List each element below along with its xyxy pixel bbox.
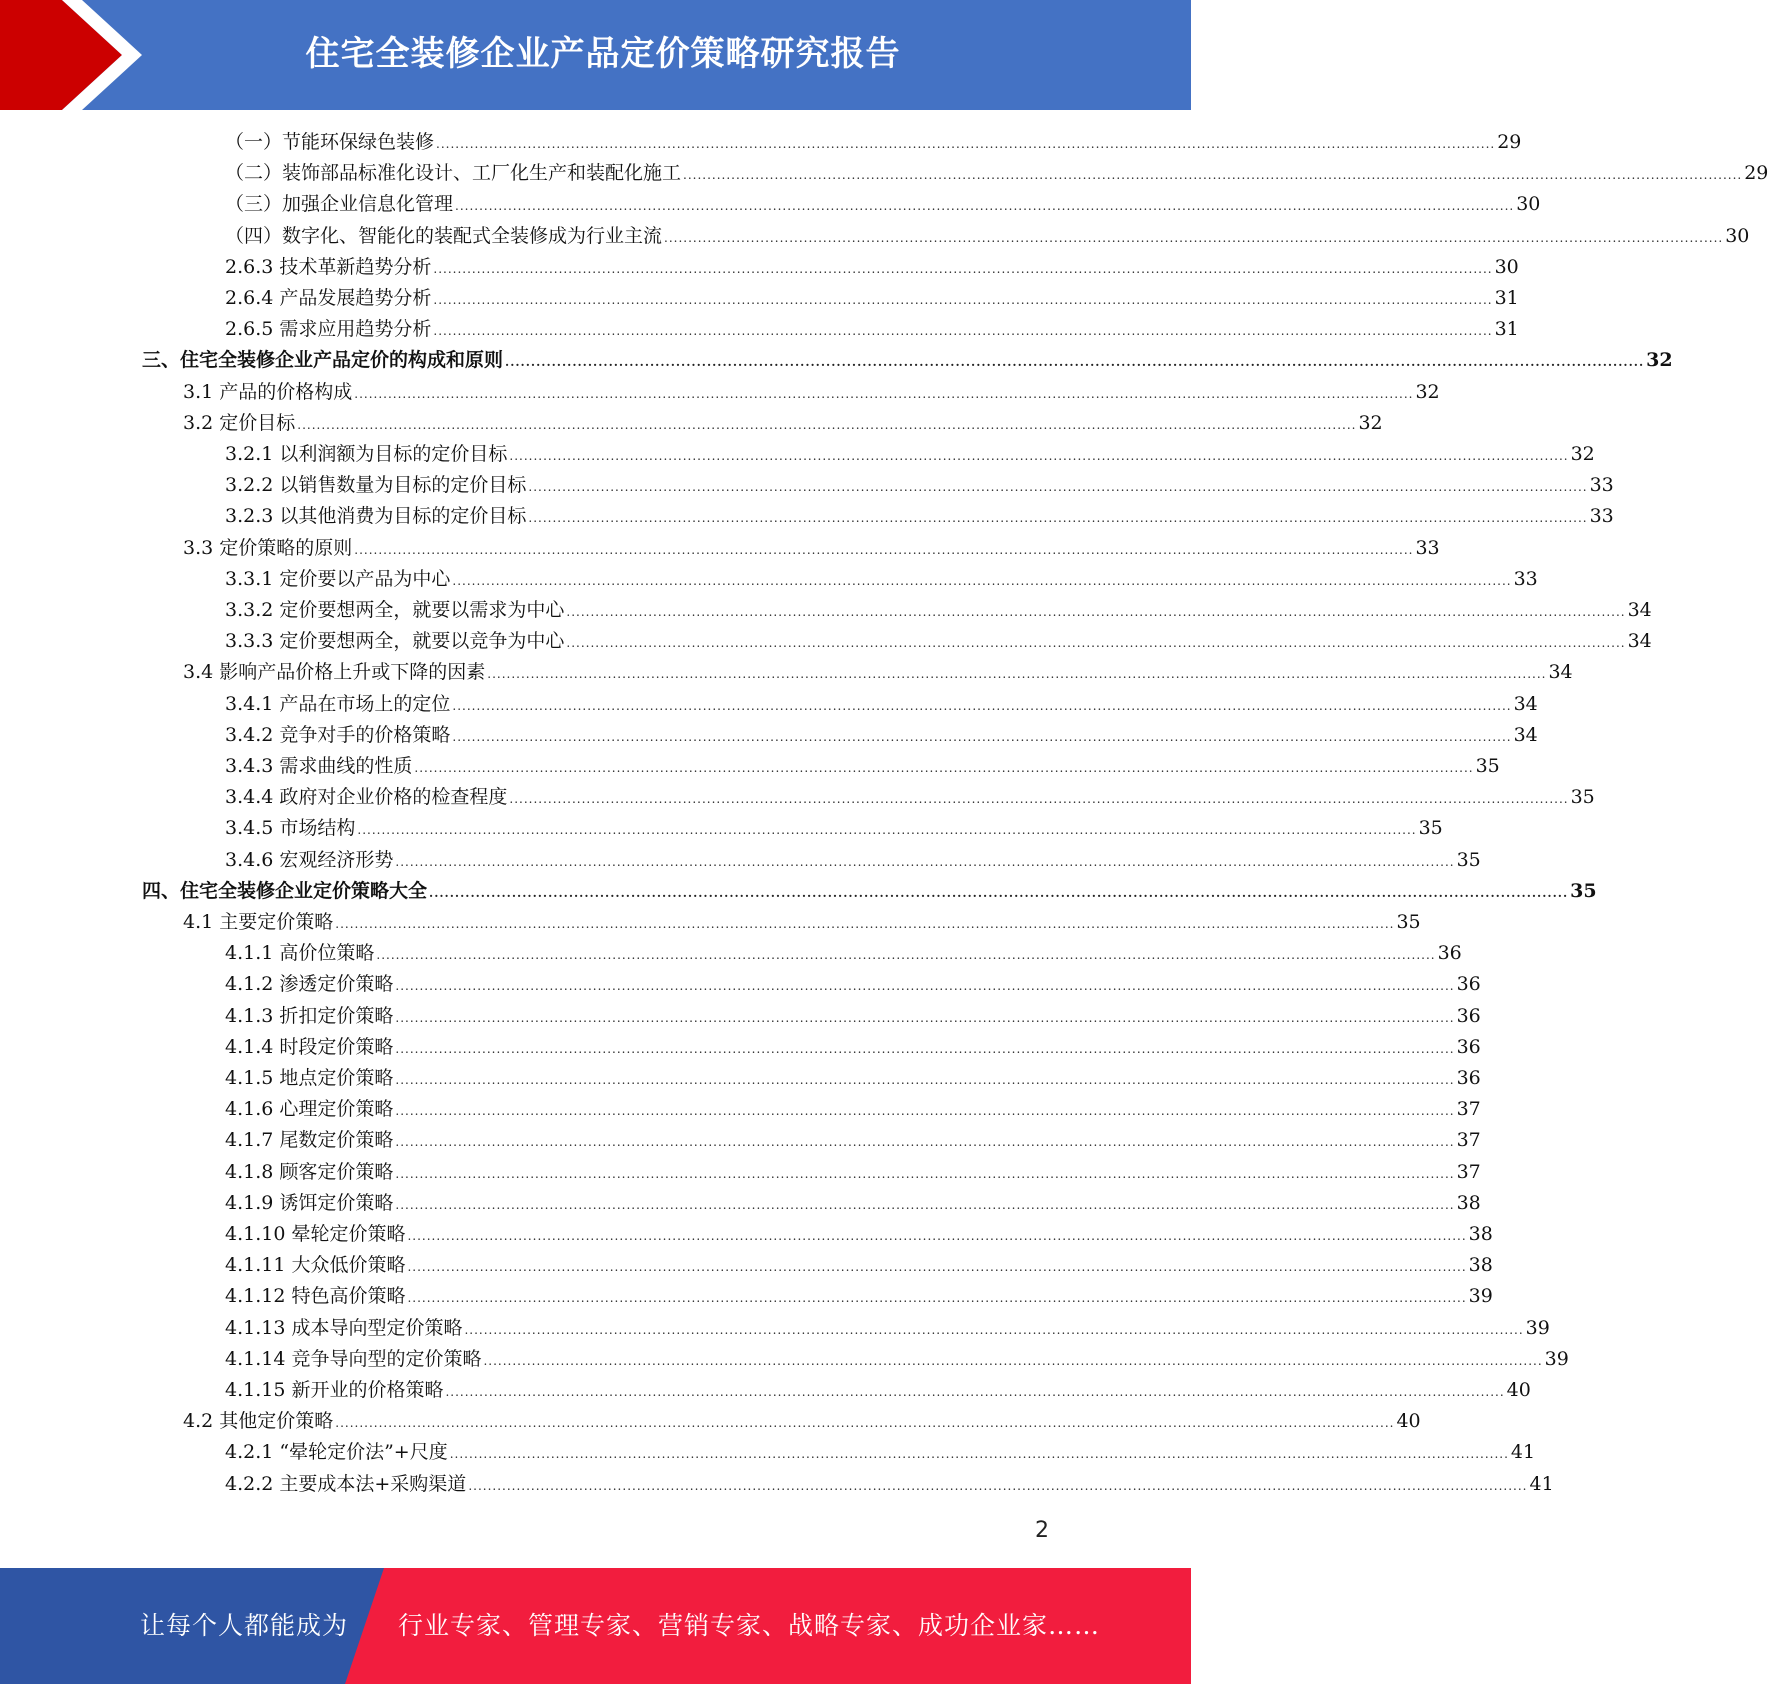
toc-entry[interactable] bbox=[225, 1094, 1481, 1125]
toc-entry[interactable] bbox=[225, 626, 1652, 657]
toc-entry-page: 36 bbox=[1456, 1067, 1481, 1089]
toc-entry-label: 4.1.10 晕轮定价策略 bbox=[225, 1223, 406, 1245]
toc-entry-label: 3.4.6 宏观经济形势 bbox=[225, 849, 394, 871]
toc-entry[interactable] bbox=[225, 1125, 1481, 1156]
toc-entry-label: 3.3.1 定价要以产品为中心 bbox=[225, 568, 451, 590]
toc-entry-page: 36 bbox=[1456, 1036, 1481, 1058]
toc-leader-dots: ............................................................................................................................................................................................................................ bbox=[395, 1073, 1455, 1087]
toc-entry-page: 35 bbox=[1570, 880, 1597, 902]
toc-entry-page: 37 bbox=[1456, 1161, 1481, 1183]
toc-leader-dots: ............................................................................................................................................................................................................................ bbox=[407, 1229, 1467, 1243]
toc-entry[interactable] bbox=[225, 283, 1519, 314]
toc-entry[interactable] bbox=[225, 1375, 1531, 1406]
footer-slogan-right: 行业专家、管理专家、营销专家、战略专家、成功企业家…… bbox=[398, 1611, 1101, 1640]
toc-entry[interactable] bbox=[225, 314, 1519, 345]
toc-entry-page: 38 bbox=[1468, 1223, 1493, 1245]
toc-entry[interactable] bbox=[225, 158, 1768, 189]
toc-leader-dots: ............................................................................................................................................................................................................................ bbox=[395, 1104, 1455, 1118]
toc-entry[interactable] bbox=[225, 689, 1538, 720]
toc-entry-page: 30 bbox=[1725, 225, 1750, 247]
toc-entry-page: 29 bbox=[1744, 162, 1768, 184]
toc-entry[interactable] bbox=[225, 1032, 1481, 1063]
toc-entry-label: 2.6.3 技术革新趋势分析 bbox=[225, 256, 432, 278]
toc-entry-page: 35 bbox=[1570, 786, 1595, 808]
toc-entry[interactable] bbox=[225, 1250, 1493, 1281]
toc-leader-dots: ............................................................................................................................................................................................................................ bbox=[395, 1198, 1455, 1212]
toc-entry-page: 35 bbox=[1396, 911, 1421, 933]
toc-leader-dots: ............................................................................................................................................................................................................................ bbox=[505, 355, 1645, 369]
toc-entry-label: 4.1.5 地点定价策略 bbox=[225, 1067, 394, 1089]
toc-entry[interactable] bbox=[225, 595, 1652, 626]
toc-entry[interactable] bbox=[183, 408, 1383, 439]
toc-entry-label: 4.1.6 心理定价策略 bbox=[225, 1098, 394, 1120]
toc-entry-label: 4.1.4 时段定价策略 bbox=[225, 1036, 394, 1058]
toc-leader-dots: ............................................................................................................................................................................................................................ bbox=[429, 886, 1569, 900]
toc-entry-label: （一）节能环保绿色装修 bbox=[225, 131, 435, 153]
toc-entry-page: 35 bbox=[1456, 849, 1481, 871]
toc-entry-label: 4.2.1 “晕轮定价法”+尺度 bbox=[225, 1441, 448, 1463]
toc-entry[interactable] bbox=[225, 845, 1481, 876]
toc-entry[interactable] bbox=[225, 127, 1522, 158]
toc-leader-dots: ............................................................................................................................................................................................................................ bbox=[395, 855, 1455, 869]
toc-entry-label: 3.3 定价策略的原则 bbox=[183, 537, 353, 559]
toc-entry-page: 31 bbox=[1494, 318, 1519, 340]
toc-entry[interactable] bbox=[225, 1157, 1481, 1188]
toc-entry-page: 38 bbox=[1468, 1254, 1493, 1276]
toc-entry-page: 33 bbox=[1589, 505, 1614, 527]
toc-leader-dots: ............................................................................................................................................................................................................................ bbox=[455, 199, 1515, 213]
toc-entry-page: 41 bbox=[1510, 1441, 1536, 1463]
toc-leader-dots: ............................................................................................................................................................................................................................ bbox=[509, 449, 1569, 463]
toc-entry[interactable] bbox=[225, 252, 1519, 283]
toc-entry[interactable] bbox=[225, 1437, 1536, 1468]
toc-entry-page: 36 bbox=[1456, 973, 1481, 995]
toc-entry[interactable] bbox=[225, 1219, 1493, 1250]
footer-banner bbox=[0, 1568, 1191, 1684]
toc-entry[interactable] bbox=[183, 1406, 1421, 1437]
toc-leader-dots: ............................................................................................................................................................................................................................ bbox=[509, 792, 1569, 806]
toc-entry-label: 3.4.3 需求曲线的性质 bbox=[225, 755, 413, 777]
toc-entry-page: 34 bbox=[1548, 661, 1573, 683]
toc-entry-page: 33 bbox=[1415, 537, 1440, 559]
toc-entry[interactable] bbox=[183, 533, 1440, 564]
toc-entry[interactable] bbox=[225, 470, 1614, 501]
toc-leader-dots: ............................................................................................................................................................................................................................ bbox=[395, 1011, 1455, 1025]
toc-leader-dots: ............................................................................................................................................................................................................................ bbox=[468, 1479, 1528, 1493]
toc-entry-label: 4.1.13 成本导向型定价策略 bbox=[225, 1317, 463, 1339]
toc-entry[interactable] bbox=[225, 969, 1481, 1000]
toc-leader-dots: ............................................................................................................................................................................................................................ bbox=[528, 511, 1588, 525]
toc-leader-dots: ............................................................................................................................................................................................................................ bbox=[487, 667, 1547, 681]
toc-leader-dots: ............................................................................................................................................................................................................................ bbox=[452, 730, 1512, 744]
toc-leader-dots: ............................................................................................................................................................................................................................ bbox=[395, 1042, 1455, 1056]
toc-entry[interactable] bbox=[225, 1001, 1481, 1032]
toc-entry-page: 35 bbox=[1475, 755, 1500, 777]
toc-entry[interactable] bbox=[225, 189, 1541, 220]
toc-entry-label: 4.2 其他定价策略 bbox=[183, 1410, 334, 1432]
toc-leader-dots: ............................................................................................................................................................................................................................ bbox=[528, 480, 1588, 494]
toc-entry[interactable] bbox=[225, 439, 1595, 470]
toc-entry-label: 4.1.11 大众低价策略 bbox=[225, 1254, 406, 1276]
toc-leader-dots: ............................................................................................................................................................................................................................ bbox=[354, 543, 1414, 557]
toc-entry-page: 30 bbox=[1494, 256, 1519, 278]
toc-leader-dots: ............................................................................................................................................................................................................................ bbox=[335, 1416, 1395, 1430]
toc-entry-page: 30 bbox=[1516, 193, 1541, 215]
toc-entry-page: 33 bbox=[1513, 568, 1538, 590]
toc-entry-page: 41 bbox=[1529, 1473, 1554, 1495]
toc-entry[interactable] bbox=[225, 1313, 1550, 1344]
toc-entry[interactable] bbox=[225, 813, 1443, 844]
toc-entry-page: 34 bbox=[1513, 724, 1538, 746]
toc-leader-dots: ............................................................................................................................................................................................................................ bbox=[483, 1354, 1543, 1368]
toc-entry-page: 36 bbox=[1437, 942, 1462, 964]
toc-leader-dots: ............................................................................................................................................................................................................................ bbox=[395, 979, 1455, 993]
toc-leader-dots: ............................................................................................................................................................................................................................ bbox=[452, 574, 1512, 588]
toc-entry-label: 3.4.5 市场结构 bbox=[225, 817, 356, 839]
toc-entry-label: 3.4 影响产品价格上升或下降的因素 bbox=[183, 661, 486, 683]
toc-entry-page: 35 bbox=[1418, 817, 1443, 839]
toc-leader-dots: ............................................................................................................................................................................................................................ bbox=[357, 823, 1417, 837]
toc-entry-label: 4.1.14 竞争导向型的定价策略 bbox=[225, 1348, 482, 1370]
toc-entry[interactable] bbox=[142, 345, 1673, 376]
toc-entry-label: 3.4.1 产品在市场上的定位 bbox=[225, 693, 451, 715]
toc-entry[interactable] bbox=[142, 876, 1597, 907]
toc-entry-page: 29 bbox=[1497, 131, 1522, 153]
toc-entry-page: 36 bbox=[1456, 1005, 1481, 1027]
report-header bbox=[0, 0, 1191, 110]
toc-entry-page: 32 bbox=[1570, 443, 1595, 465]
toc-entry[interactable] bbox=[225, 564, 1538, 595]
toc-leader-dots: ............................................................................................................................................................................................................................ bbox=[452, 699, 1512, 713]
toc-entry[interactable] bbox=[225, 751, 1500, 782]
toc-entry-label: 4.1.3 折扣定价策略 bbox=[225, 1005, 394, 1027]
toc-entry[interactable] bbox=[225, 720, 1538, 751]
toc-entry-label: 四、住宅全装修企业定价策略大全 bbox=[142, 880, 428, 902]
toc-entry-page: 40 bbox=[1396, 1410, 1421, 1432]
toc-entry[interactable] bbox=[225, 938, 1462, 969]
toc-entry[interactable] bbox=[225, 1469, 1554, 1500]
toc-leader-dots: ............................................................................................................................................................................................................................ bbox=[433, 262, 1493, 276]
toc-entry-page: 31 bbox=[1494, 287, 1519, 309]
toc-leader-dots: ............................................................................................................................................................................................................................ bbox=[395, 1167, 1455, 1181]
toc-entry-label: 4.1.15 新开业的价格策略 bbox=[225, 1379, 444, 1401]
toc-entry-label: 3.1 产品的价格构成 bbox=[183, 381, 353, 403]
toc-leader-dots: ............................................................................................................................................................................................................................ bbox=[297, 418, 1357, 432]
toc-entry-label: 4.1.7 尾数定价策略 bbox=[225, 1129, 394, 1151]
toc-entry-label: （二）装饰部品标准化设计、工厂化生产和装配化施工 bbox=[225, 162, 682, 184]
toc-leader-dots: ............................................................................................................................................................................................................................ bbox=[433, 293, 1493, 307]
toc-entry[interactable] bbox=[225, 1063, 1481, 1094]
toc-entry-label: 3.2.3 以其他消费为目标的定价目标 bbox=[225, 505, 527, 527]
toc-entry-label: 3.2.1 以利润额为目标的定价目标 bbox=[225, 443, 508, 465]
toc-leader-dots: ............................................................................................................................................................................................................................ bbox=[436, 137, 1496, 151]
toc-entry-label: 3.4.2 竞争对手的价格策略 bbox=[225, 724, 451, 746]
toc-entry-label: 4.1.1 高价位策略 bbox=[225, 942, 375, 964]
toc-entry-page: 40 bbox=[1506, 1379, 1531, 1401]
toc-entry[interactable] bbox=[225, 221, 1750, 252]
toc-entry[interactable] bbox=[225, 501, 1614, 532]
report-title: 住宅全装修企业产品定价策略研究报告 bbox=[305, 34, 901, 74]
toc-entry-label: 3.2.2 以销售数量为目标的定价目标 bbox=[225, 474, 527, 496]
toc-leader-dots: ............................................................................................................................................................................................................................ bbox=[354, 387, 1414, 401]
toc-entry-label: 2.6.4 产品发展趋势分析 bbox=[225, 287, 432, 309]
toc-entry-page: 32 bbox=[1358, 412, 1383, 434]
toc-entry-page: 39 bbox=[1525, 1317, 1550, 1339]
toc-entry-page: 32 bbox=[1646, 349, 1673, 371]
toc-leader-dots: ............................................................................................................................................................................................................................ bbox=[664, 231, 1724, 245]
toc-entry-page: 32 bbox=[1415, 381, 1440, 403]
toc-leader-dots: ............................................................................................................................................................................................................................ bbox=[414, 761, 1474, 775]
toc-leader-dots: ............................................................................................................................................................................................................................ bbox=[449, 1447, 1509, 1461]
toc-leader-dots: ............................................................................................................................................................................................................................ bbox=[566, 636, 1626, 650]
toc-entry-page: 39 bbox=[1468, 1285, 1493, 1307]
toc-entry-label: 4.1.12 特色高价策略 bbox=[225, 1285, 406, 1307]
toc-leader-dots: ............................................................................................................................................................................................................................ bbox=[335, 917, 1395, 931]
toc-entry-label: 3.3.2 定价要想两全，就要以需求为中心 bbox=[225, 599, 565, 621]
toc-leader-dots: ............................................................................................................................................................................................................................ bbox=[683, 168, 1743, 182]
toc-entry-label: （三）加强企业信息化管理 bbox=[225, 193, 454, 215]
toc-entry-page: 33 bbox=[1589, 474, 1614, 496]
toc-entry-label: 4.1.9 诱饵定价策略 bbox=[225, 1192, 394, 1214]
footer-slogan-left: 让每个人都能成为 bbox=[140, 1611, 349, 1640]
toc-entry-label: 2.6.5 需求应用趋势分析 bbox=[225, 318, 432, 340]
toc-entry-label: 4.1 主要定价策略 bbox=[183, 911, 334, 933]
toc-leader-dots: ............................................................................................................................................................................................................................ bbox=[407, 1291, 1467, 1305]
toc-entry-label: 4.2.2 主要成本法+采购渠道 bbox=[225, 1473, 467, 1495]
toc-entry-page: 37 bbox=[1456, 1098, 1481, 1120]
toc-leader-dots: ............................................................................................................................................................................................................................ bbox=[376, 948, 1436, 962]
toc-entry[interactable] bbox=[183, 907, 1421, 938]
toc-entry[interactable] bbox=[225, 782, 1595, 813]
toc-entry[interactable] bbox=[225, 1281, 1493, 1312]
toc-entry-page: 34 bbox=[1513, 693, 1538, 715]
toc-entry[interactable] bbox=[183, 657, 1573, 688]
toc-entry[interactable] bbox=[183, 377, 1440, 408]
toc-entry-page: 38 bbox=[1456, 1192, 1481, 1214]
toc-entry-label: 3.4.4 政府对企业价格的检查程度 bbox=[225, 786, 508, 808]
page-number: 2 bbox=[1035, 1518, 1049, 1543]
toc-entry-page: 34 bbox=[1627, 630, 1652, 652]
toc-leader-dots: ............................................................................................................................................................................................................................ bbox=[566, 605, 1626, 619]
toc-entry-page: 39 bbox=[1544, 1348, 1569, 1370]
toc-entry-label: 4.1.8 顾客定价策略 bbox=[225, 1161, 394, 1183]
toc-entry-label: 3.2 定价目标 bbox=[183, 412, 296, 434]
toc-entry[interactable] bbox=[225, 1188, 1481, 1219]
toc-leader-dots: ............................................................................................................................................................................................................................ bbox=[445, 1385, 1505, 1399]
toc-entry-label: 3.3.3 定价要想两全，就要以竞争为中心 bbox=[225, 630, 565, 652]
toc-entry[interactable] bbox=[225, 1344, 1569, 1375]
toc-leader-dots: ............................................................................................................................................................................................................................ bbox=[464, 1323, 1524, 1337]
toc-leader-dots: ............................................................................................................................................................................................................................ bbox=[395, 1135, 1455, 1149]
toc-entry-page: 37 bbox=[1456, 1129, 1481, 1151]
toc-entry-page: 34 bbox=[1627, 599, 1652, 621]
toc-leader-dots: ............................................................................................................................................................................................................................ bbox=[407, 1260, 1467, 1274]
toc-leader-dots: ............................................................................................................................................................................................................................ bbox=[433, 324, 1493, 338]
toc-entry-label: （四）数字化、智能化的装配式全装修成为行业主流 bbox=[225, 225, 663, 247]
toc-entry-label: 三、住宅全装修企业产品定价的构成和原则 bbox=[142, 349, 504, 371]
toc-entry-label: 4.1.2 渗透定价策略 bbox=[225, 973, 394, 995]
